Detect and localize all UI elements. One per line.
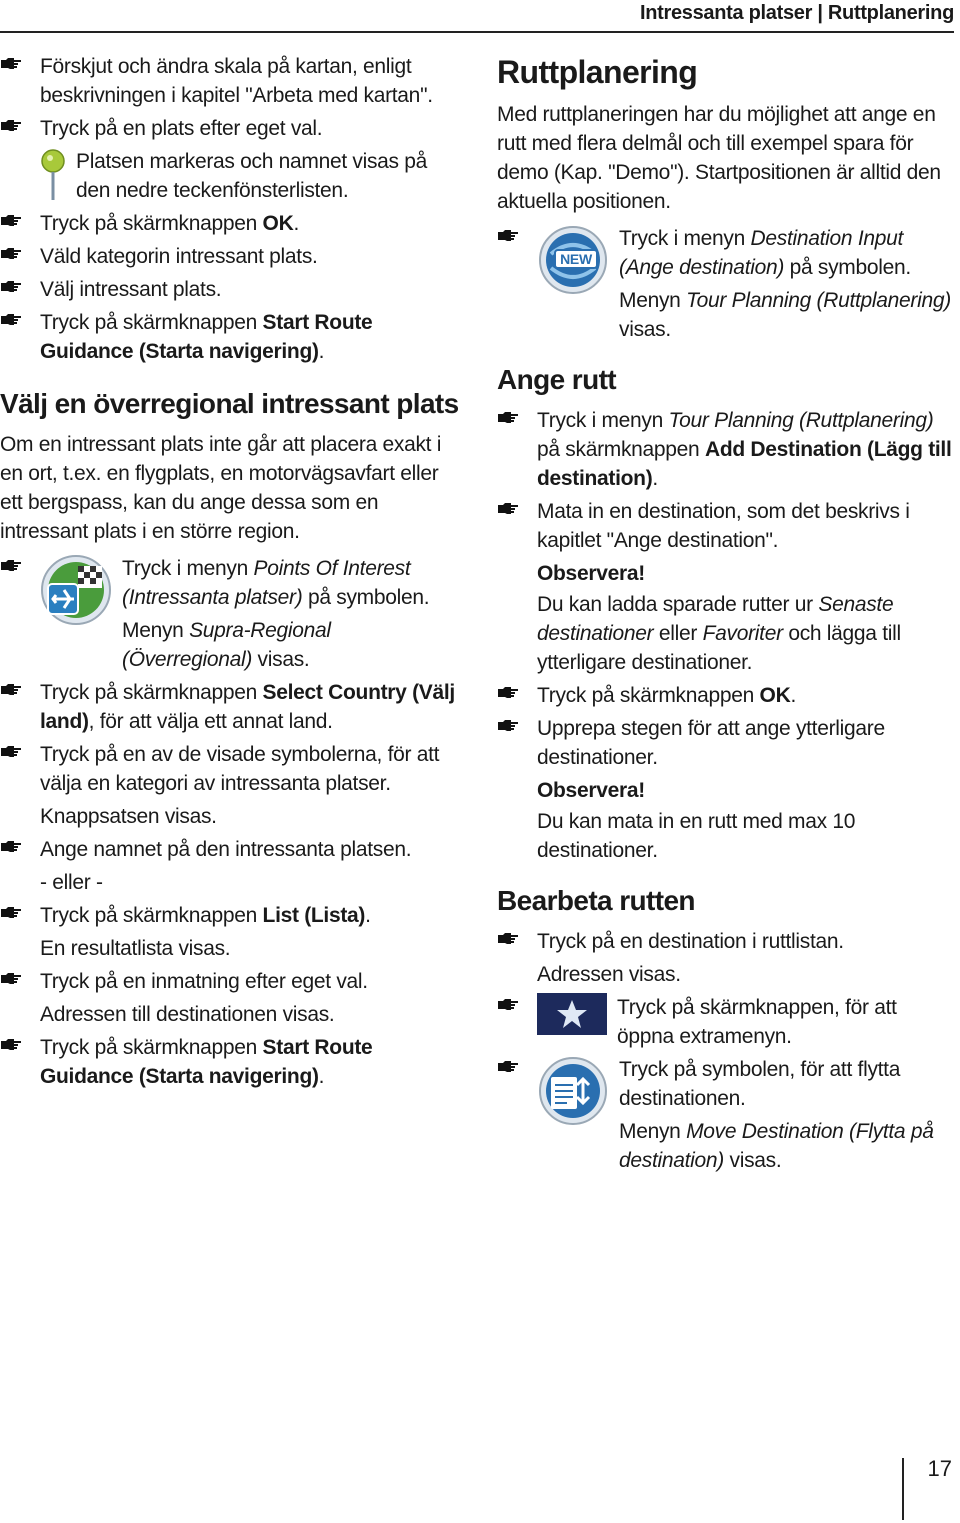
intro-paragraph: Om en intressant plats inte går att placera exakt i en ort, t.ex. en flygplats, en motorvägsavfart eller ett bergspass, kan du ange dessa som en intressant plats i en större region. <box>0 433 442 543</box>
pointing-hand-icon <box>497 998 519 1012</box>
pointing-hand-icon <box>0 119 22 133</box>
star-button-icon <box>537 993 607 1035</box>
left-column <box>0 52 460 1095</box>
step-select-country: Tryck på skärmknappen Select Country (Välj land), för att välja ett annat land. <box>0 678 460 736</box>
note-label-2: Observera! <box>537 779 645 802</box>
section-heading-enter-route: Ange rutt <box>497 364 617 395</box>
step-select-poi: Välj intressant plats. <box>0 275 460 304</box>
step-move-symbol <box>497 1055 955 1175</box>
result-list-shown: En resultatlista visas. <box>40 937 231 960</box>
step-enter-destination: Mata in en destination, som det beskrivs i kapitlet "Ange destination". <box>497 497 955 555</box>
note-max-destinations: Du kan mata in en rutt med max 10 destinationer. <box>537 810 856 862</box>
map-pin-icon <box>40 149 66 203</box>
route-intro: Med ruttplaneringen har du möjlighet att ange en rutt med flera delmål och till exempel spara för demo (Kap. "Demo"). Startpositionen är alltid den aktuella positionen. <box>497 103 941 213</box>
step-poi-symbol <box>0 554 460 674</box>
pointing-hand-icon <box>0 972 22 986</box>
note-saved-routes: Du kan ladda sparade rutter ur Senaste destinationer eller Favoriter och lägga till ytterligare destinationer. <box>537 593 901 674</box>
step-destination-symbol <box>497 224 955 344</box>
step-tap-destination: Tryck på en destination i ruttlistan. <box>497 927 955 956</box>
pointing-hand-icon <box>497 411 519 425</box>
address-shown-right: Adressen visas. <box>537 963 681 986</box>
step-shift-map: Förskjut och ändra skala på kartan, enligt beskrivningen i kapitel "Arbeta med kartan". <box>0 52 460 110</box>
header-rule <box>0 31 954 33</box>
step-tap-entry: Tryck på en inmatning efter eget val. <box>0 967 460 996</box>
pointing-hand-icon <box>0 559 22 573</box>
step-ok: Tryck på skärmknappen OK. <box>0 209 460 238</box>
section-heading-edit-route: Bearbeta rutten <box>497 885 695 916</box>
pointing-hand-icon <box>0 280 22 294</box>
pointing-hand-icon <box>0 906 22 920</box>
pointing-hand-icon <box>497 229 519 243</box>
pointing-hand-icon <box>497 686 519 700</box>
step-ok-right: Tryck på skärmknappen OK. <box>497 681 955 710</box>
note-label: Observera! <box>537 562 645 585</box>
poi-menu-text: Menyn Supra-Regional (Överregional) visas. <box>122 619 331 671</box>
running-header-title: Intressanta platser | Ruttplanering <box>639 2 954 24</box>
pointing-hand-icon <box>0 1038 22 1052</box>
step-repeat: Upprepa stegen för att ange ytterligare destinationer. <box>497 714 955 772</box>
step-start-guidance-2: Tryck på skärmknappen Start Route Guidance (Starta navigering). <box>0 1033 460 1091</box>
pointing-hand-icon <box>497 1060 519 1074</box>
move-menu-text: Menyn Move Destination (Flytta på destination) visas. <box>619 1120 934 1172</box>
page-number: 17 <box>927 1456 952 1481</box>
step-star-button: Tryck på skärmknappen, för att öppna extramenyn. <box>497 993 955 1051</box>
section-heading-route-planning: Ruttplanering <box>497 54 698 90</box>
pointing-hand-icon <box>497 932 519 946</box>
step-enter-name: Ange namnet på den intressanta platsen. <box>0 835 460 864</box>
address-shown: Adressen till destinationen visas. <box>40 1003 335 1026</box>
new-badge: NEW <box>560 251 592 267</box>
page-header <box>0 0 960 34</box>
or-separator: - eller - <box>40 871 103 894</box>
destination-menu-text: Menyn Tour Planning (Ruttplanering) visas. <box>619 289 951 341</box>
poi-airport-icon <box>40 554 112 626</box>
pointing-hand-icon <box>497 719 519 733</box>
pin-result: Platsen markeras och namnet visas på den nedre teckenfönsterlisten. <box>0 147 460 205</box>
right-column <box>497 52 955 1179</box>
pointing-hand-icon <box>0 247 22 261</box>
step-tap-location: Tryck på en plats efter eget val. <box>0 114 460 143</box>
step-category: Väld kategorin intressant plats. <box>0 242 460 271</box>
destination-step-text: Tryck i menyn Destination Input (Ange destination) på symbolen. <box>619 227 911 279</box>
move-destination-icon <box>537 1055 609 1127</box>
step-choose-symbol: Tryck på en av de visade symbolerna, för att välja en kategori av intressanta platser. <box>0 740 460 798</box>
pointing-hand-icon <box>0 745 22 759</box>
move-step-text: Tryck på symbolen, för att flytta destinationen. <box>619 1058 901 1110</box>
poi-step-text: Tryck i menyn Points Of Interest (Intressanta platser) på symbolen. <box>122 557 430 609</box>
pointing-hand-icon <box>0 57 22 71</box>
destination-input-icon <box>537 224 609 296</box>
step-add-destination: Tryck i menyn Tour Planning (Ruttplanering) på skärmknappen Add Destination (Lägg till destination). <box>497 406 955 493</box>
keypad-shown: Knappsatsen visas. <box>40 805 217 828</box>
section-heading-supra-regional: Välj en överregional intressant plats <box>0 388 459 419</box>
step-start-guidance: Tryck på skärmknappen Start Route Guidance (Starta navigering). <box>0 308 460 366</box>
pointing-hand-icon <box>0 214 22 228</box>
pointing-hand-icon <box>0 313 22 327</box>
step-list: Tryck på skärmknappen List (Lista). <box>0 901 460 930</box>
pointing-hand-icon <box>0 840 22 854</box>
pointing-hand-icon <box>0 683 22 697</box>
pointing-hand-icon <box>497 502 519 516</box>
page-number-rule <box>902 1458 904 1520</box>
